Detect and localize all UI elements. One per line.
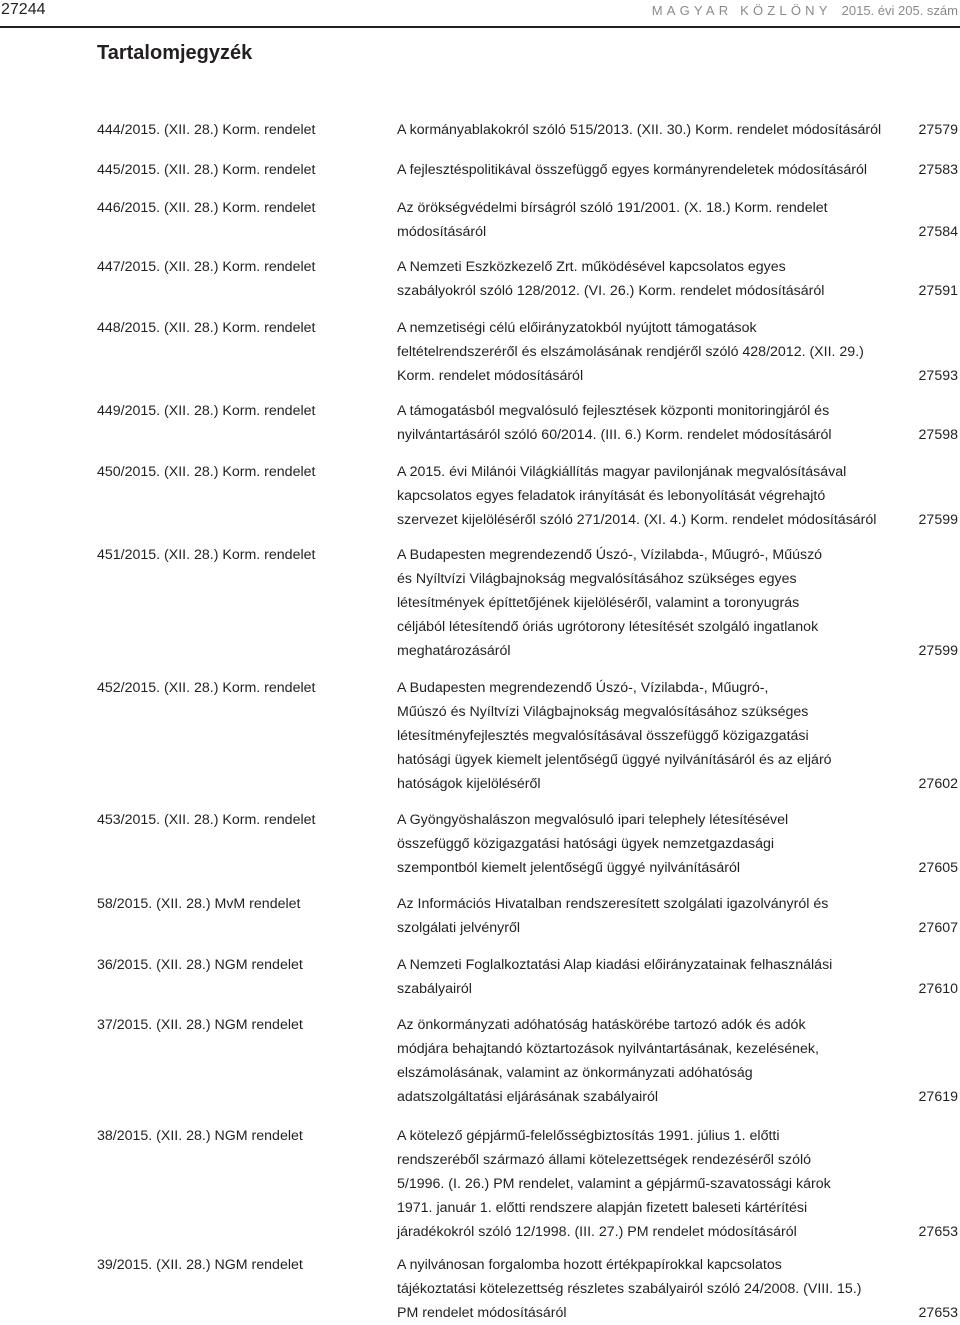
page-reference: 27599 [918, 512, 958, 528]
regulation-reference: 445/2015. (XII. 28.) Korm. rendelet [97, 162, 316, 178]
regulation-reference: 39/2015. (XII. 28.) NGM rendelet [97, 1257, 303, 1273]
regulation-title-line: létesítményfejlesztés megvalósításával összefüggő közigazgatási [397, 728, 809, 744]
regulation-title-line: szempontból kiemelt jelentőségű üggyé nyilvánításáról [397, 860, 741, 876]
regulation-title-line: nyilvántartásáról szóló 60/2014. (III. 6.) Korm. rendelet módosításáról [397, 427, 832, 443]
issue-label: 2015. évi 205. szám [841, 3, 958, 18]
regulation-title [397, 1013, 887, 1109]
header-divider [0, 26, 960, 28]
regulation-title-line: járadékokról szóló 12/1998. (III. 27.) PM rendelet módosításáról [397, 1224, 797, 1240]
regulation-reference: 447/2015. (XII. 28.) Korm. rendelet [97, 259, 316, 275]
regulation-title [397, 158, 887, 182]
regulation-reference: 450/2015. (XII. 28.) Korm. rendelet [97, 464, 316, 480]
regulation-title-line: A Budapesten megrendezendő Úszó-, Vízilabda-, Műugró-, [397, 680, 769, 696]
regulation-reference: 58/2015. (XII. 28.) MvM rendelet [97, 896, 301, 912]
regulation-title-line: módosításáról [397, 224, 487, 240]
regulation-title-line: kapcsolatos egyes feladatok irányítását és lebonyolítását végrehajtó [397, 488, 826, 504]
regulation-title-line: 5/1996. (I. 26.) PM rendelet, valamint a gépjármű-szavatossági károk [397, 1176, 831, 1192]
regulation-title [397, 676, 887, 796]
page-reference: 27583 [918, 162, 958, 178]
regulation-title-line: céljából létesítendő óriás ugrótorony létesítését szolgáló ingatlanok [397, 619, 819, 635]
regulation-reference: 444/2015. (XII. 28.) Korm. rendelet [97, 122, 316, 138]
regulation-title-line: A kötelező gépjármű-felelősségbiztosítás 1991. július 1. előtti [397, 1128, 780, 1144]
regulation-title [397, 1253, 887, 1325]
regulation-reference: 38/2015. (XII. 28.) NGM rendelet [97, 1128, 303, 1144]
regulation-reference: 453/2015. (XII. 28.) Korm. rendelet [97, 812, 316, 828]
regulation-title [397, 399, 887, 447]
regulation-title [397, 196, 887, 244]
regulation-title-line: meghatározásáról [397, 643, 511, 659]
regulation-title [397, 808, 887, 880]
regulation-title-line: A Nemzeti Foglalkoztatási Alap kiadási előirányzatainak felhasználási [397, 957, 833, 973]
journal-name: MAGYAR KÖZLÖNY [651, 3, 832, 18]
regulation-title-line: PM rendelet módosításáról [397, 1305, 567, 1321]
page-reference: 27605 [918, 860, 958, 876]
regulation-title-line: módjára behajtandó köztartozások nyilvántartásának, kezelésének, [397, 1041, 819, 1057]
regulation-title-line: A támogatásból megvalósuló fejlesztések központi monitoringjáról és [397, 403, 830, 419]
page-title: Tartalomjegyzék [97, 42, 253, 64]
regulation-title-line: A Nemzeti Eszközkezelő Zrt. működésével kapcsolatos egyes [397, 259, 786, 275]
regulation-title-line: A Budapesten megrendezendő Úszó-, Vízilabda-, Műugró-, Műúszó [397, 547, 823, 563]
regulation-title [397, 543, 887, 663]
regulation-reference: 36/2015. (XII. 28.) NGM rendelet [97, 957, 303, 973]
regulation-title-line: létesítmények építtetőjének kijelöléséről, valamint a toronyugrás [397, 595, 800, 611]
page-reference: 27584 [918, 224, 958, 240]
regulation-reference: 449/2015. (XII. 28.) Korm. rendelet [97, 403, 316, 419]
regulation-title-line: szabályairól [397, 981, 472, 997]
regulation-title [397, 255, 887, 303]
regulation-title [397, 953, 887, 1001]
regulation-title [397, 316, 887, 388]
regulation-title [397, 892, 887, 940]
page-reference: 27607 [918, 920, 958, 936]
regulation-title-line: feltételrendszeréről és elszámolásának rendjéről szóló 428/2012. (XII. 29.) [397, 344, 864, 360]
page-reference: 27653 [918, 1305, 958, 1321]
regulation-title-line: összefüggő közigazgatási hatósági ügyek nemzetgazdasági [397, 836, 775, 852]
page-reference: 27579 [918, 122, 958, 138]
regulation-title-line: adatszolgáltatási eljárásának szabályairól [397, 1089, 659, 1105]
regulation-title-line: szabályokról szóló 128/2012. (VI. 26.) Korm. rendelet módosításáról [397, 283, 825, 299]
regulation-title-line: Korm. rendelet módosításáról [397, 368, 584, 384]
page-reference: 27591 [918, 283, 958, 299]
regulation-title-line: 1971. január 1. előtti rendszere alapján fizetett baleseti kártérítési [397, 1200, 808, 1216]
regulation-title-line: Az örökségvédelmi bírságról szóló 191/2001. (X. 18.) Korm. rendelet [397, 200, 828, 216]
regulation-title-line: hatósági ügyek kiemelt jelentőségű üggyé nyilvánításáról és az eljáró [397, 752, 832, 768]
regulation-title-line: szervezet kijelöléséről szóló 271/2014. (XI. 4.) Korm. rendelet módosításáról [397, 512, 877, 528]
regulation-title-line: A Gyöngyöshalászon megvalósuló ipari telephely létesítésével [397, 812, 789, 828]
regulation-title-line: hatóságok kijelöléséről [397, 776, 541, 792]
regulation-title-line: és Nyíltvízi Világbajnokság megvalósításához szükséges egyes [397, 571, 797, 587]
regulation-title-line: Az önkormányzati adóhatóság hatáskörébe tartozó adók és adók [397, 1017, 806, 1033]
page-reference: 27599 [918, 643, 958, 659]
regulation-reference: 448/2015. (XII. 28.) Korm. rendelet [97, 320, 316, 336]
regulation-title [397, 1124, 887, 1244]
journal-header [652, 3, 958, 18]
regulation-title-line: A 2015. évi Milánói Világkiállítás magyar pavilonjának megvalósításával [397, 464, 847, 480]
regulation-reference: 451/2015. (XII. 28.) Korm. rendelet [97, 547, 316, 563]
regulation-title-line: tájékoztatási kötelezettség részletes szabályairól szóló 24/2008. (VIII. 15.) [397, 1281, 862, 1297]
regulation-reference: 446/2015. (XII. 28.) Korm. rendelet [97, 200, 316, 216]
page-reference: 27619 [918, 1089, 958, 1105]
regulation-title-line: A nemzetiségi célú előirányzatokból nyújtott támogatások [397, 320, 757, 336]
regulation-reference: 37/2015. (XII. 28.) NGM rendelet [97, 1017, 303, 1033]
regulation-title-line: A fejlesztéspolitikával összefüggő egyes kormányrendeletek módosításáról [397, 162, 868, 178]
page-header [0, 0, 960, 26]
regulation-title-line: Műúszó és Nyíltvízi Világbajnokság megvalósításához szükséges [397, 704, 809, 720]
page-reference: 27593 [918, 368, 958, 384]
regulation-title-line: szolgálati jelvényről [397, 920, 521, 936]
regulation-title [397, 118, 887, 142]
regulation-title-line: A kormányablakokról szóló 515/2013. (XII. 30.) Korm. rendelet módosításáról [397, 122, 882, 138]
regulation-title-line: Az Információs Hivatalban rendszeresített szolgálati igazolványról és [397, 896, 829, 912]
regulation-title [397, 460, 887, 532]
regulation-reference: 452/2015. (XII. 28.) Korm. rendelet [97, 680, 316, 696]
regulation-title-line: rendszeréből származó állami kötelezettségek rendezéséről szóló [397, 1152, 812, 1168]
page-reference: 27598 [918, 427, 958, 443]
page-reference: 27653 [918, 1224, 958, 1240]
regulation-title-line: A nyilvánosan forgalomba hozott értékpapírokkal kapcsolatos [397, 1257, 782, 1273]
page-reference: 27610 [918, 981, 958, 997]
page-number: 27244 [1, 1, 46, 18]
page-reference: 27602 [918, 776, 958, 792]
regulation-title-line: elszámolásának, valamint az önkormányzati adóhatóság [397, 1065, 753, 1081]
